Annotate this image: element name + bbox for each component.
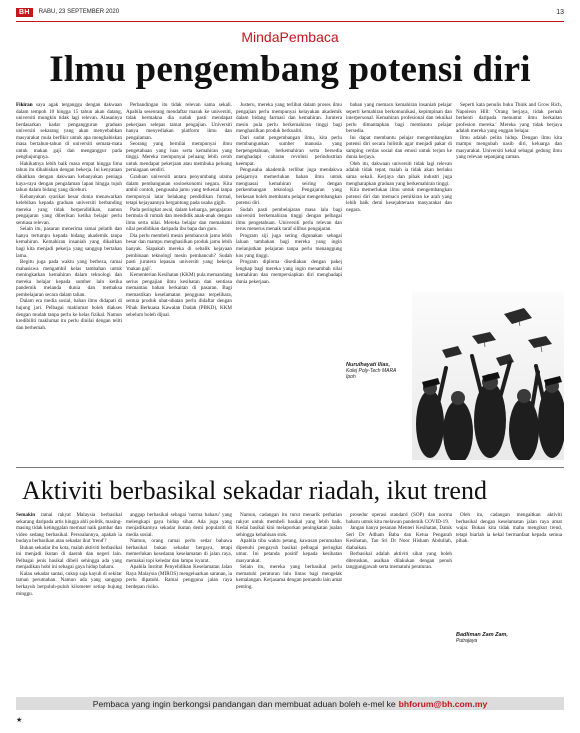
page-header <box>16 4 564 20</box>
paragraph: bahan yang memacu kemahiran insaniah pelajar seperti kemahiran berkomunikasi, kepimpinan dan interpersonal. Kemahiran profesional dan teknikal perlu dimantapkan bagi membantu pelajar bersedia. <box>346 102 452 135</box>
article1-col2 <box>126 102 232 460</box>
paragraph: Begitu juga pada waktu yang berbeza, ramai mahasiswa mengambil kelas tambahan untuk meningkatkan kemahiran dalam teknologi dan mereka belajar kepada sumber lain ketika pandemik melanda dunia dan memaksa pembelajaran secara dalam talian. <box>16 259 122 298</box>
paragraph: Seorang yang bernilai mempunyai ilmu pengetahuan yang luas serta kemahiran yang tinggi. Mereka mempunyai peluang lebih cerah untuk mendapat pekerjaan atau membuka peluang perniagaan sendiri. <box>126 141 232 174</box>
footer-text: Pembaca yang ingin berkongsi pandangan dan membuat aduan boleh e-mel ke <box>92 698 396 709</box>
article2-col2 <box>126 512 232 690</box>
paragraph: Semakin ramai rakyat Malaysia berbasikal sekarang daripada artis hingga ahli politik, masing-masing tidak ketinggalan memuat naik gambar dan video sedang berbasikal. Persoalannya, apakah ia budaya berbasikan atau sekadar ikut 'trend'? <box>16 512 122 545</box>
paragraph: Selain itu, pasaran menerima ramai pelatih dan hanya tertumpu kepada bidang akademik tanpa kemahiran. Kemahiran insaniah yang dikaitkan bagi kita menjadi pekerja yang sanggup bertahan lama. <box>16 226 122 259</box>
paragraph: Hakikatnya lebih baik masa empat hingga lima tahun itu dihabiskan dengan bekerja. Ini kenyataan dikaitkan dengan dakwaan kebanyakan peniaga kaya-raya dengan pengalaman lapan hingga tujuh tahun dalam bidang yang diceburi. <box>16 160 122 194</box>
paragraph: Apabila Institut Penyelidikan Keselamatan Jalan Raya Malaysia (MIROS) mengeluarkan saranan, ia perlu dipatuhi. Ramai pengguna jalan raya berdepan risiko. <box>126 564 232 591</box>
paragraph: prosedur operasi standard (SOP) dan norma baharu untuk kita melawan pandemik COVID-19. <box>346 512 452 525</box>
article2-col3 <box>236 512 342 690</box>
paragraph: Kalau sekadar santai, cukup saja kayuh di sekitar taman perumahan. Namun ada yang sanggup berkayuh berpuluh-puluh kilometer setiap hujung minggu. <box>16 570 122 597</box>
article1-byline <box>346 362 406 380</box>
paragraph: Perbandingan itu tidak relevan sama sekali. Apabila seseorang mendaftar masuk ke universiti, tidak bermakna dia sudah pasti mendapat pekerjaan selepas tamat pengajian. Universiti hanya menyediakan platform ilmu dan pengalaman. <box>126 102 232 141</box>
article2-body <box>16 512 564 690</box>
paragraph: anggap berbasikal sebagai 'norma baharu' yang melengkapi gaya hidup sihat. Ada juga yang menjadikannya sekadar ikutan demi populariti di media sosial. <box>126 512 232 538</box>
paragraph: Dari sudut pengembangan ilmu, kita perlu membangunkan sumber manusia yang berpengetahuan, berkemahiran serta bersedia menghadapi cabaran revolusi perindustrian keempat. <box>236 134 342 167</box>
paragraph: Dalam era media sosial, bahan ilmu didapati di hujung jari. Pelbagai maklumat boleh diakses dengan mudah tanpa perlu ke kelas fizikal. Namun kredibiliti maklumat itu perlu dinilai dengan teliti dan berhemah. <box>16 298 122 331</box>
header-rule <box>16 21 564 22</box>
article2-author-role: Putrajaya <box>456 638 478 644</box>
paragraph: Jangan hanya pesanan Menteri Kesihatan, Datuk Seri Dr Adham Baba dan Ketua Pengarah Kesihatan, Tan Sri Dr Noor Hisham Abdullah, diabaikan. <box>346 525 452 551</box>
paragraph: Oleh itu, dakwaan universiti tidak lagi relevan adalah tidak tepat, malah ia tidak akan berlaku sama sekali. Kerjaya dan pihak industri juga mengharapkan graduan yang berkemahiran tinggi. <box>346 160 452 187</box>
paragraph: Pada peringkat awal, dalam keluarga, pengajaran bermula di rumah dan mendidik anak-anak dengan ilmu serta nilai. Mereka belajar dan memahami nilai pendidikan daripada ibu bapa dan guru. <box>126 206 232 233</box>
article-divider <box>16 467 564 468</box>
bh-logo: BH <box>16 8 33 17</box>
article2-headline: Aktiviti berbasikal sekadar riadah, ikut trend <box>22 476 487 505</box>
paragraph: Program diploma disediakan dengan pakej lengkap bagi mereka yang ingin menambah nilai kemahiran dan mempersiapkan diri menghadapi dunia pekerjaan. <box>236 259 342 285</box>
graduation-caps-image <box>412 292 564 460</box>
paragraph: Bukan sekadar ibu kota, malah aktiviti berbasikal ini menjadi ikutan di daerah dan negeri lain. Pelbagai jenis basikal dibeli sehingga ada yang menjadikan hobi ini sebagai gaya hidup baharu. <box>16 544 122 571</box>
paragraph: Fikiran saya agak terganggu dengan dakwaan dalam tempoh 10 hingga 15 tahun akan datang, universiti mungkin tidak lagi relevan. Alasannya berdasarkan kadar pengangguran graduan universiti sekarang yang akan menyebabkan masyarakat mula berfikir untuk apa menghabiskan masa bertahun-tahun di universiti semata-mata untuk makan gaji dan menganggur pada penghujungnya. <box>16 102 122 161</box>
article1-col1 <box>16 102 122 460</box>
page-number: 13 <box>556 8 564 16</box>
paragraph: Kebanyakan syarikat besar dunia menawarkan kelebihan kepada graduan universiti berbanding mereka yang tidak berpendidikan, namun pengajaran yang diberikan ketika belajar perlu sentiasa relevan. <box>16 193 122 226</box>
section-label: MindaPembaca <box>241 29 339 45</box>
article2-col5 <box>456 512 562 620</box>
article2-author-name: Badliman Zam Zam, <box>456 632 508 638</box>
paragraph: Sudah pasti pembelajaran masa lalu bagi universiti berkemahiran tinggi dengan pelbagai ilmu pengetahuan. Universiti perlu relevan dan terus menerus menaik taraf silibus pengajaran. <box>236 206 342 233</box>
graduates-photo <box>412 292 564 460</box>
paragraph: Dia perlu membeli mesin pembancuh jamu lebih besar dan mampu menghasilkan produk jamu lebih banyak. Siapakah mereka di sebalik kejayaan pembinaan teknologi mesin pembancuh? Sudah pasti jurutera lepasan universiti yang bekerja 'makan gaji'. <box>126 232 232 272</box>
article2-col1 <box>16 512 122 690</box>
paragraph: Pengusaha akademik terlibat juga mendakwa pelajarnya memerlukan bahan ilmu untuk menguasai kemahiran seiring dengan perkembangan teknologi. Pengajaran yang berkesan boleh membantu pelajar mengembangkan potensi diri. <box>236 167 342 207</box>
paragraph: Berbasikal adalah aktiviti sihat yang boleh diteruskan, asalkan dilakukan dengan penuh tanggungjawab serta mematuhi peraturan. <box>346 551 452 571</box>
paragraph: Oleh itu, cadangan mengaitkan aktiviti berbasikal dengan keselamatan jalan raya amat wajar. Bukan kita tidak mahu mengikut trend, tetapi biarlah ia kekal bermanfaat kepada semua pihak. <box>456 512 562 545</box>
paragraph: Kita memerlukan ilmu untuk mengembangkan potensi diri dan memacu pemikiran ke arah yang lebih baik demi kesejahteraan masyarakat dan negara. <box>346 187 452 213</box>
footer-banner <box>16 697 564 710</box>
paragraph: Ini dapat membantu pelajar mengembangkan potensi diri secara holistik agar menjadi pakar di samping cerdas sosial dan emosi untuk terjun ke dunia kerjaya. <box>346 134 452 161</box>
paragraph: Program siji juga sering digunakan sebagai laluan tambahan bagi mereka yang ingin melanjutkan pelajaran tanpa perlu menanggung kos yang tinggi. <box>236 232 342 259</box>
paragraph: Selain itu, mereka yang berbasikal perlu mematuhi peraturan lalu lintas bagi mengelak kemalangan. Kerjasama dengan pemandu lain amat penting. <box>236 564 342 591</box>
paragraph: Justeru, mereka yang terlibat dalam proses ilmu pengajian perlu mempunyai kelayakan akademik dalam bidang farmasi dan kemahiran. Jurutera mesin pula perlu berkemahiran tinggi bagi menghasilkan produk berkualiti. <box>236 102 342 135</box>
paragraph: Namun, cadangan itu turut menarik perhatian rakyat untuk membeli basikal yang lebih baik. Kedai basikal kini melaporkan peningkatan jualan sehingga kehabisan stok. <box>236 512 342 538</box>
paragraph: Graduan universiti antara penyumbang utama dalam pembangunan sosioekonomi negara. Kita ambil contoh, pengusaha jamu yang terkenal tanpa mempunyai latar belakang pendidikan formal, tetapi kejayaannya bergantung pada usaha gigih. <box>126 174 232 207</box>
star-icon: ★ <box>16 716 23 724</box>
article2-col4 <box>346 512 452 690</box>
paragraph: Kementerian Kesihatan (KKM) pula memandang serius pengajian ilmu kesihatan dan sentiasa memantau bahan berkaitan di pasaran. Bagi memastikan keselamatan pengguna terpelihara, semua produk ubat-ubatan perlu didaftar dengan Pihak Berkuasa Kawalan Dadah (PBKD), KKM sebelum boleh dijual. <box>126 272 232 318</box>
lead-word: Fikiran <box>16 102 33 108</box>
paragraph: Seperti kata penulis buku Think and Grow Rich, Napoleon Hill: 'Orang berjaya, tidak pernah berhenti daripada menuntut ilmu berkaitan profesion mereka.' Mereka yang tidak berjaya adalah mereka yang enggan belajar. <box>456 102 562 135</box>
article1-headline: Ilmu pengembang potensi diri <box>49 49 531 90</box>
article2-byline <box>456 632 556 644</box>
paragraph: Apabila tiba waktu petang, kawasan perumahan dipenuhi pengayuh basikal pelbagai peringkat umur. Ini petanda positif kepada kesihatan masyarakat. <box>236 538 342 564</box>
issue-date: RABU, 23 SEPTEMBER 2020 <box>38 9 120 15</box>
article1-author-name: Nurulhayati Ilias, <box>346 362 391 368</box>
article1-author-role: Kolej Poly-Tech MARA Ipoh <box>346 368 397 380</box>
lead-word: Semakin <box>16 512 36 518</box>
footer-email-link[interactable]: bhforum@bh.com.my <box>398 698 488 709</box>
paragraph: Ilmu adalah pelita hidup. Dengan ilmu kita mampu mengubah nasib diri, keluarga dan masyarakat. Universiti kekal sebagai gedung ilmu yang relevan sepanjang zaman. <box>456 134 562 161</box>
article1-col3 <box>236 102 342 460</box>
paragraph: Namun, orang ramai perlu sedar bahawa berbasikal bukan sekadar bergaya, tetapi memerlukan kesedaran keselamatan di jalan raya, memakai topi keledar dan lampu isyarat. <box>126 538 232 564</box>
